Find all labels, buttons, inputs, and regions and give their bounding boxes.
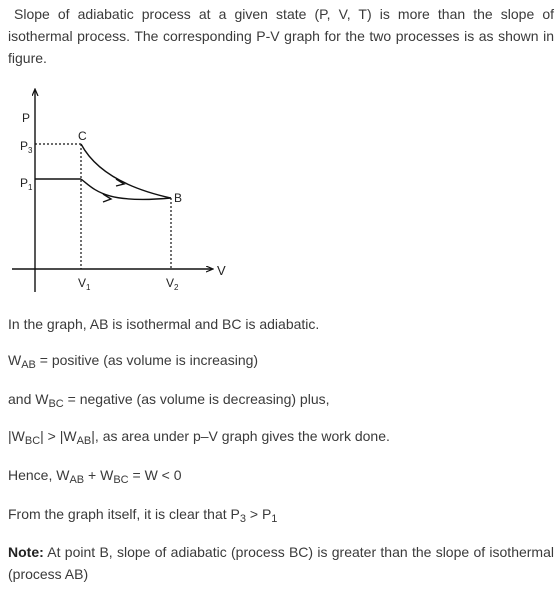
x-axis-label: V xyxy=(217,263,226,278)
statement-total-work: Hence, $W_{AB} + W_{BC} = W < 0$ xyxy=(8,467,182,486)
v2-label: $V_2$ xyxy=(166,276,179,292)
statement-wab: $W_{AB}$ = positive (as volume is increasing) xyxy=(8,352,259,371)
note-paragraph xyxy=(8,541,554,585)
note-text: At point B, slope of adiabatic (process BC) is greater than the slope of isothermal (process AB) xyxy=(8,544,554,582)
point-c-label: C xyxy=(78,129,87,143)
statement-work-comparison: $|W_{BC}| > |W_{AB}|$, as area under p–V graph gives the work done. xyxy=(8,428,390,447)
v1-label: $V_1$ xyxy=(78,276,91,292)
note-label: Note: xyxy=(8,544,44,560)
p1-label: $P_1$ xyxy=(20,176,33,192)
intro-paragraph: Slope of adiabatic process at a given state (P, V, T) is more than the slope of isothermal process. The corresponding P-V graph for the two processes is as shown in figure. xyxy=(8,6,554,66)
p3-label: $P_3$ xyxy=(20,139,33,155)
y-axis-label: P xyxy=(22,111,31,125)
statement-ab-isothermal: In the graph, AB is isothermal and BC is adiabatic. xyxy=(8,316,320,332)
statement-pressure-comparison: From the graph itself, it is clear that $P_3 > P_1$ xyxy=(8,506,278,525)
point-b-label: B xyxy=(174,191,183,205)
pv-graph xyxy=(0,80,260,295)
statement-wbc: and $W_{BC}$ = negative (as volume is decreasing) plus, xyxy=(8,391,330,410)
curve-ab xyxy=(81,179,171,199)
